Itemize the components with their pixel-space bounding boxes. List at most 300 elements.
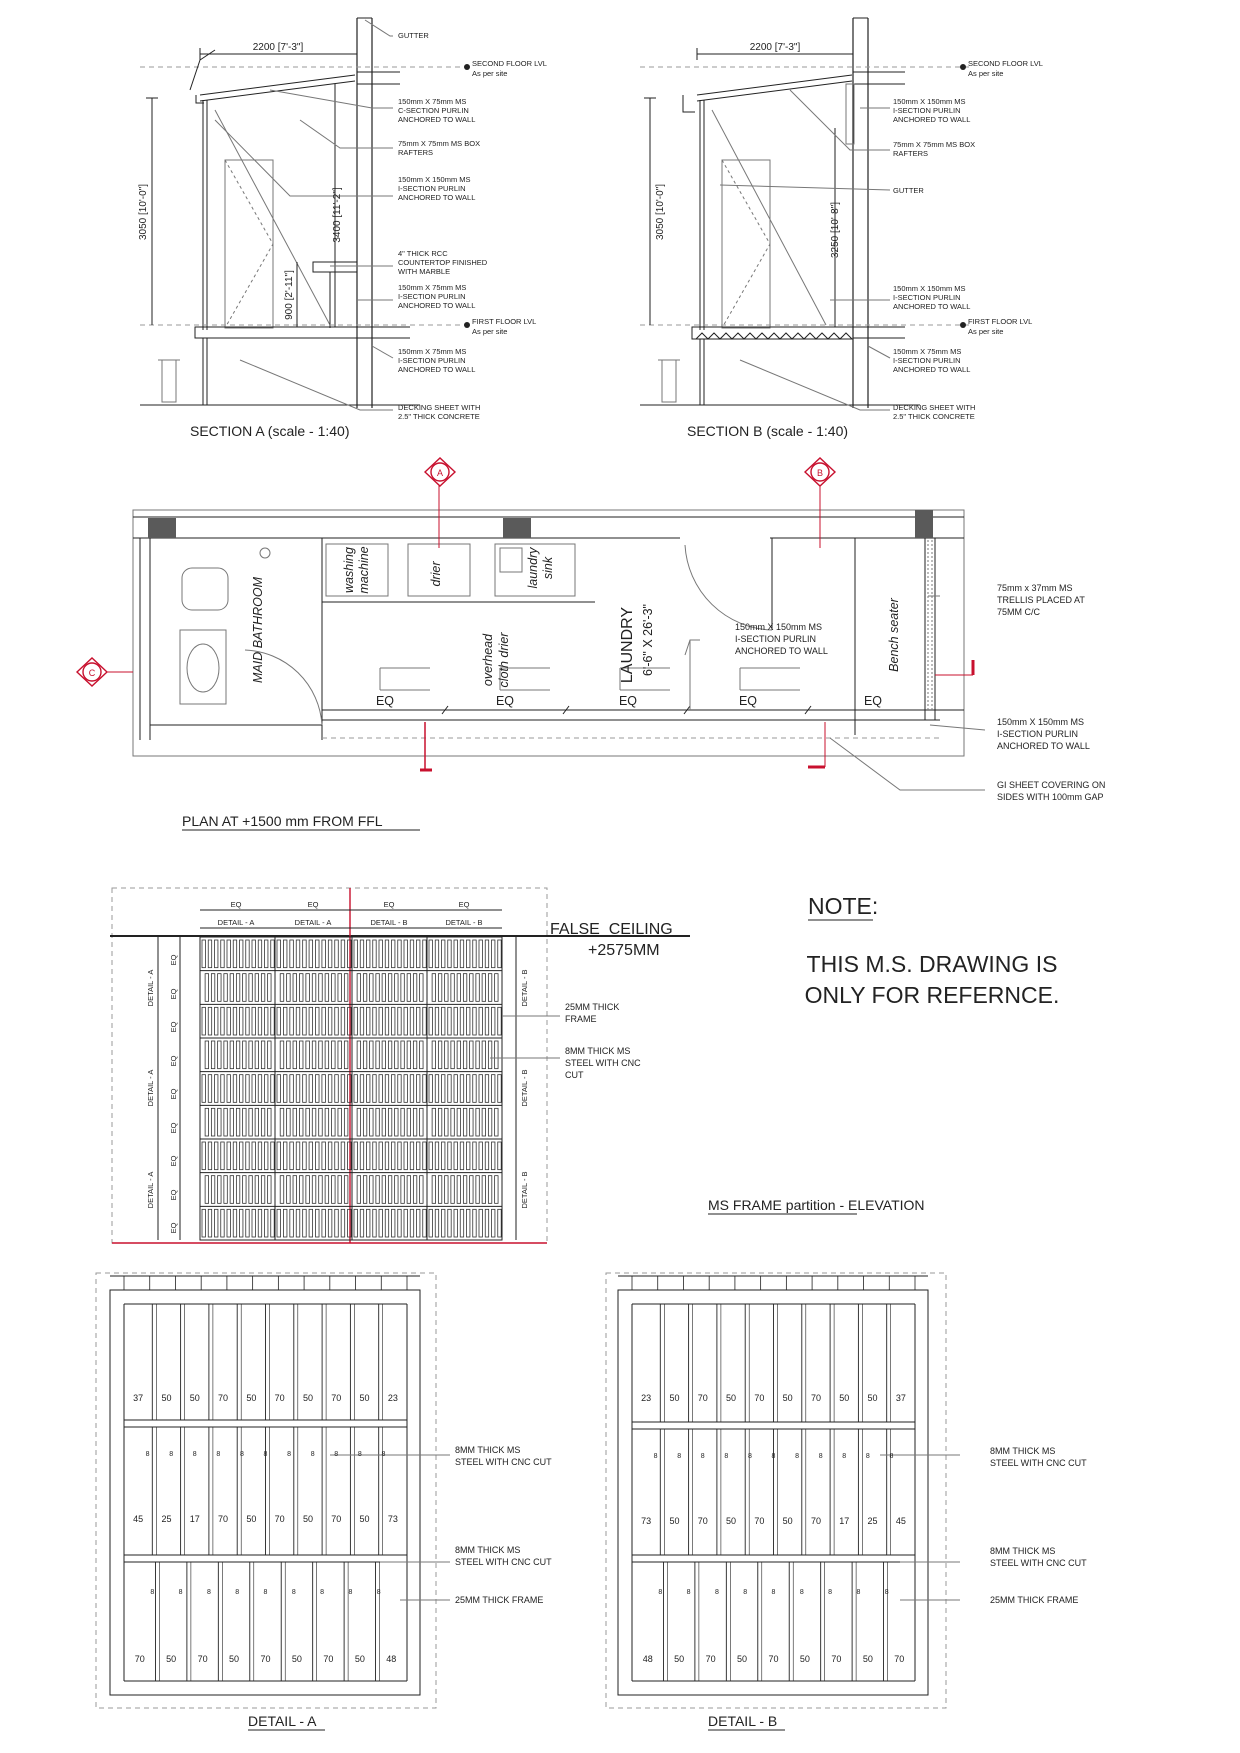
laundry-dim: 6'-6" X 26'-3" [641,603,655,677]
elevation-slot [485,1142,488,1170]
plan-note: I-SECTION PURLIN [997,729,1079,739]
section-a-title: SECTION A (scale - 1:40) [190,423,350,439]
detail-dim-number: 23 [387,1393,398,1403]
elevation-slot [401,1176,404,1204]
elevation-slot [236,1041,239,1069]
elevation-slot [243,1108,246,1136]
elevation-slot [205,1108,208,1136]
section-b-note: I-SECTION PURLIN [893,293,961,302]
elevation-slot [463,1041,466,1069]
elevation-slot [221,1209,224,1237]
detail-dim-number: 48 [386,1654,397,1664]
detail-b-note: STEEL WITH CNC CUT [990,1458,1087,1468]
side-eq: EQ [169,988,178,1000]
washing-label: washing [342,547,356,593]
elevation-slot [488,974,491,1002]
elevation-slot [360,1007,363,1035]
elevation-slot [438,974,441,1002]
elevation-slot [438,1108,441,1136]
elevation-side-eq [146,954,529,1233]
detail-gap-number: 8 [263,1589,268,1596]
elevation-slot [435,1142,438,1170]
elevation-slot [354,1007,357,1035]
elevation-slot [445,974,448,1002]
elevation-slot [265,1007,268,1035]
elevation-slot [283,1007,287,1035]
elevation-slot [290,940,294,968]
elevation-slot [467,1007,470,1035]
elevation-slot [255,974,258,1002]
detail-a-note: STEEL WITH CNC CUT [455,1457,552,1467]
top-eq: EQ [458,900,470,909]
plan-notes [735,583,1105,802]
elevation-slot [470,974,473,1002]
elevation-slot [316,1209,320,1237]
elevation-slot [290,1142,294,1170]
detail-dim-number: 70 [754,1393,765,1403]
detail-dim-number: 70 [218,1514,229,1524]
elevation-slot [303,1209,307,1237]
side-eq: EQ [169,1155,178,1167]
elevation-slot [454,1075,457,1103]
elevation-slot [265,1209,268,1237]
detail-b-note: 8MM THICK MS [990,1546,1056,1556]
elevation-slot [385,940,388,968]
section-b-level-label: SECOND FLOOR LVL [968,59,1043,68]
elevation-slot [367,1007,370,1035]
elevation-slot [479,1075,482,1103]
detail-a-note: 25MM THICK FRAME [455,1595,544,1605]
elevation-slot [208,1075,211,1103]
elevation-slot [460,1209,463,1237]
detail-dim-number: 45 [133,1514,144,1524]
detail-a-bars [124,1276,407,1681]
detail-dim-number: 50 [782,1393,793,1403]
eq-label: EQ [375,694,395,708]
detail-dim-number: 70 [894,1654,905,1664]
section-a-dim-counter: 900 [2'-11"] [284,270,295,320]
detail-dim-number: 50 [674,1654,685,1664]
elevation-slot [280,1108,284,1136]
elevation-slot [252,940,255,968]
detail-a-title: DETAIL - A [248,1713,317,1729]
detail-dim-number: 50 [291,1654,302,1664]
detail-gap-number: 8 [658,1589,663,1596]
elevation-slot [492,1209,495,1237]
elevation-slot [388,1041,391,1069]
detail-dim-number: 70 [810,1516,821,1526]
detail-dim-number: 50 [189,1393,200,1403]
elevation-slot [211,974,214,1002]
elevation-slot [240,940,243,968]
elevation-slot [299,1108,303,1136]
elevation-slot [277,940,281,968]
top-detail: DETAIL - B [370,918,408,927]
elevation-slot [488,1041,491,1069]
elevation-slot [423,1007,426,1035]
elevation-slot [236,1176,239,1204]
elevation-slot [392,940,395,968]
elevation-note: FRAME [565,1014,597,1024]
elevation-slot [448,1075,451,1103]
left-detail: DETAIL - A [146,1171,155,1209]
elevation-slot [376,1108,379,1136]
false-ceiling-level: +2575MM [588,942,660,959]
detail-dim-number: 37 [133,1393,144,1403]
elevation-slot [240,1209,243,1237]
section-b-title: SECTION B (scale - 1:40) [687,423,849,439]
elevation-slot [492,940,495,968]
elevation-slot [388,1176,391,1204]
detail-dim-number: 17 [189,1514,200,1524]
side-eq: EQ [169,1055,178,1067]
elevation-slot [309,1142,313,1170]
elevation-slot [246,940,249,968]
elevation-slot [354,1142,357,1170]
elevation-slot [363,974,366,1002]
elevation-slot [299,1041,303,1069]
detail-dim-number: 50 [726,1516,737,1526]
detail-gap-number: 8 [216,1451,221,1458]
floor-plan [77,458,985,790]
elevation-slot [376,1041,379,1069]
elevation-slot [341,1007,345,1035]
elevation-slot [287,1041,291,1069]
detail-dim-number: 70 [274,1514,285,1524]
elevation-slot [322,1142,326,1170]
elevation-slot [332,1108,336,1136]
section-a-note: GUTTER [398,31,429,40]
elevation-slot [230,1108,233,1136]
detail-dim-number: 50 [229,1654,240,1664]
elevation-note: 8MM THICK MS [565,1046,631,1056]
elevation-slot [492,1142,495,1170]
false-ceiling-label: FALSE_CEILING [550,921,673,938]
elevation-slot [224,1041,227,1069]
right-detail: DETAIL - B [520,1171,529,1209]
elevation-slot [293,1176,297,1204]
elevation-slot [271,1075,274,1103]
elevation-slot [460,1007,463,1035]
top-detail: DETAIL - A [294,918,332,927]
detail-gap-number: 8 [884,1589,889,1596]
elevation-slot [255,1176,258,1204]
elevation-slot [205,1041,208,1069]
side-eq: EQ [169,1088,178,1100]
detail-dim-number: 50 [246,1514,257,1524]
elevation-slot [293,1041,297,1069]
elevation-slot [328,1007,332,1035]
elevation-slot [479,1209,482,1237]
elevation-slot [410,1142,413,1170]
elevation-slot [401,1041,404,1069]
elevation-slot [338,1108,342,1136]
elevation-slot [435,1075,438,1103]
plan-note: 75MM C/C [997,607,1041,617]
elevation-slot [395,974,398,1002]
elevation-slot [473,1209,476,1237]
elevation-slot [233,940,236,968]
elevation-slot [293,974,297,1002]
overhead-label-1: overhead [481,633,495,687]
detail-dim-number: 70 [260,1654,271,1664]
elevation-slot [410,1075,413,1103]
elevation-slot [467,940,470,968]
elevation-slot [404,1007,407,1035]
detail-dim-number: 50 [737,1654,748,1664]
elevation-slot [385,1209,388,1237]
elevation-slot [215,1075,218,1103]
elevation-slot [325,1041,329,1069]
elevation-slot [227,1075,230,1103]
section-a-note: ANCHORED TO WALL [398,115,476,124]
detail-dim-number: 70 [331,1514,342,1524]
section-b-note: 75mm X 75mm MS BOX [893,140,976,149]
elevation-slot [261,974,264,1002]
section-a-note: 150mm X 150mm MS [398,175,471,184]
elevation-slot [316,1142,320,1170]
elevation-slot [407,1176,410,1204]
section-b-note: ANCHORED TO WALL [893,365,971,374]
elevation-slot [344,1176,348,1204]
elevation-slot [354,940,357,968]
detail-gap-number: 8 [287,1451,292,1458]
elevation-slot [498,940,501,968]
elevation-slot [423,1075,426,1103]
top-detail: DETAIL - A [217,918,255,927]
detail-dim-number: 70 [697,1516,708,1526]
detail-gap-number: 8 [842,1453,847,1460]
elevation-slot [258,1007,261,1035]
detail-dim-number: 50 [862,1654,873,1664]
elevation-slot [322,940,326,968]
elevation-slot [363,1041,366,1069]
elevation-slot [240,1075,243,1103]
elevation-slot [460,1075,463,1103]
elevation-slot [392,1142,395,1170]
plan-note: SIDES WITH 100mm GAP [997,792,1104,802]
elevation-slot [354,1209,357,1237]
elevation-slot [367,940,370,968]
elevation-slot [218,1041,221,1069]
elevation-slot [448,940,451,968]
elevation-slot [309,1075,313,1103]
elevation-slot [370,1176,373,1204]
section-a-note: 150mm X 75mm MS [398,283,467,292]
detail-dim-number: 73 [641,1516,652,1526]
elevation-slot [227,940,230,968]
detail-b-note: 8MM THICK MS [990,1446,1056,1456]
section-a-note: 4" THICK RCC [398,249,448,258]
elevation-slot [442,1142,445,1170]
detail-gap-number: 8 [771,1453,776,1460]
elevation-slot [277,1142,281,1170]
elevation-slot [367,1075,370,1103]
elevation-slot [325,1176,329,1204]
section-b-note: DECKING SHEET WITH [893,403,976,412]
detail-dim-number: 70 [197,1654,208,1664]
elevation-slot [379,940,382,968]
elevation-slot [460,1142,463,1170]
elevation-slot [312,1041,316,1069]
elevation-slot [227,1007,230,1035]
elevation-slot [404,1075,407,1103]
detail-gap-number: 8 [206,1589,211,1596]
detail-dim-number: 70 [754,1516,765,1526]
detail-gap-number: 8 [677,1453,682,1460]
elevation-slot [287,974,291,1002]
elevation-slot [392,1007,395,1035]
elevation-slot [265,1075,268,1103]
elevation-slot [328,1142,332,1170]
elevation-slot [417,1075,420,1103]
elevation-slot [382,1041,385,1069]
section-a-note: 2.5" THICK CONCRETE [398,412,480,421]
plan-title: PLAN AT +1500 mm FROM FFL [182,813,383,829]
elevation-slot [296,940,300,968]
elevation-slot [335,1007,339,1035]
elevation-slot [277,1209,281,1237]
elevation-slot [306,1108,310,1136]
elevation-slot [283,1075,287,1103]
section-a-note: ANCHORED TO WALL [398,301,476,310]
elevation-slot [309,1007,313,1035]
elevation-slot [423,1142,426,1170]
elevation-slot [476,974,479,1002]
elevation-slot [249,974,252,1002]
side-eq: EQ [169,1122,178,1134]
elevation-slot [312,1176,316,1204]
elevation-slot [319,1041,323,1069]
detail-gap-number: 8 [747,1453,752,1460]
detail-b-title: DETAIL - B [708,1713,778,1729]
laundry-sink-label-1: laundry [526,547,540,589]
section-marker-b: B [816,468,824,478]
section-a-level-sub: As per site [472,327,508,336]
elevation-slot [392,1209,395,1237]
detail-gap-number: 8 [700,1453,705,1460]
detail-dim-number: 50 [359,1514,370,1524]
eq-label: EQ [495,694,515,708]
bench-label: Bench seater [887,598,901,672]
elevation-slot [404,1209,407,1237]
elevation-slot [435,1007,438,1035]
section-a-notes [398,31,547,421]
elevation-slot [367,1142,370,1170]
elevation-slot [280,974,284,1002]
elevation-slot [306,974,310,1002]
elevation-slot [360,940,363,968]
elevation-slot [357,1176,360,1204]
section-a-note: 150mm X 75mm MS [398,97,467,106]
elevation-slot [482,1176,485,1204]
detail-dim-number: 50 [246,1393,257,1403]
detail-dim-number: 48 [642,1654,653,1664]
detail-dim-number: 70 [768,1654,779,1664]
elevation-slot [398,940,401,968]
elevation-slot [202,1209,205,1237]
elevation-slot [435,1209,438,1237]
elevation-slot [488,1108,491,1136]
section-b-level-sub: As per site [968,327,1004,336]
detail-dim-number: 45 [895,1516,906,1526]
plan-note: 150mm X 150mm MS [735,622,823,632]
detail-dim-number: 70 [697,1393,708,1403]
elevation-slot [457,974,460,1002]
elevation-slot [407,974,410,1002]
section-b-note: GUTTER [893,186,924,195]
elevation-slot [445,1108,448,1136]
detail-dim-number: 17 [839,1516,850,1526]
laundry-label: LAUNDRY [619,606,636,684]
elevation-slot [438,1041,441,1069]
elevation-slot [463,1108,466,1136]
section-b-note: 2.5" THICK CONCRETE [893,412,975,421]
elevation-slot [335,1209,339,1237]
detail-dimension-numbers [133,1393,906,1664]
section-a-dim-outer: 3050 [10'-0"] [138,183,149,241]
elevation-slot [382,1176,385,1204]
elevation-slot [246,1142,249,1170]
elevation-slot [280,1176,284,1204]
detail-dim-number: 37 [895,1393,906,1403]
elevation-slot [316,1075,320,1103]
elevation-slot [271,1142,274,1170]
elevation-slot [492,1075,495,1103]
elevation-slot [252,1075,255,1103]
elevation-slot [202,1007,205,1035]
elevation-slot [290,1075,294,1103]
detail-dim-number: 70 [831,1654,842,1664]
elevation-slot [454,1209,457,1237]
elevation-slot [218,1176,221,1204]
elevation-slot [344,1108,348,1136]
detail-dim-number: 50 [166,1654,177,1664]
detail-dim-number: 50 [302,1393,313,1403]
section-a-note: 150mm X 75mm MS [398,347,467,356]
top-eq: EQ [383,900,395,909]
elevation-slot [246,1007,249,1035]
detail-dim-number: 50 [302,1514,313,1524]
elevation-slot [360,1075,363,1103]
elevation-slot [271,1209,274,1237]
plan-note: 75mm x 37mm MS [997,583,1073,593]
elevation-slot [413,1108,416,1136]
elevation-slot [442,1075,445,1103]
elevation-slot [224,1108,227,1136]
plan-note: GI SHEET COVERING ON [997,780,1106,790]
elevation-slot [316,1007,320,1035]
detail-dim-number: 50 [161,1393,172,1403]
elevation-slot [479,940,482,968]
section-b-note: 150mm X 150mm MS [893,97,966,106]
elevation-slot [482,1041,485,1069]
elevation-slot [341,1142,345,1170]
section-b-level-label: FIRST FLOOR LVL [968,317,1033,326]
elevation-slot [457,1041,460,1069]
elevation-slot [240,1007,243,1035]
elevation-slot [303,1075,307,1103]
side-eq: EQ [169,1189,178,1201]
elevation-slot [296,1007,300,1035]
elevation-slot [293,1108,297,1136]
elevation-slot [385,1142,388,1170]
detail-dim-number: 50 [354,1654,365,1664]
detail-a-note: STEEL WITH CNC CUT [455,1557,552,1567]
elevation-slot [467,1075,470,1103]
elevation-slot [236,1108,239,1136]
detail-gap-number: 8 [348,1589,353,1596]
